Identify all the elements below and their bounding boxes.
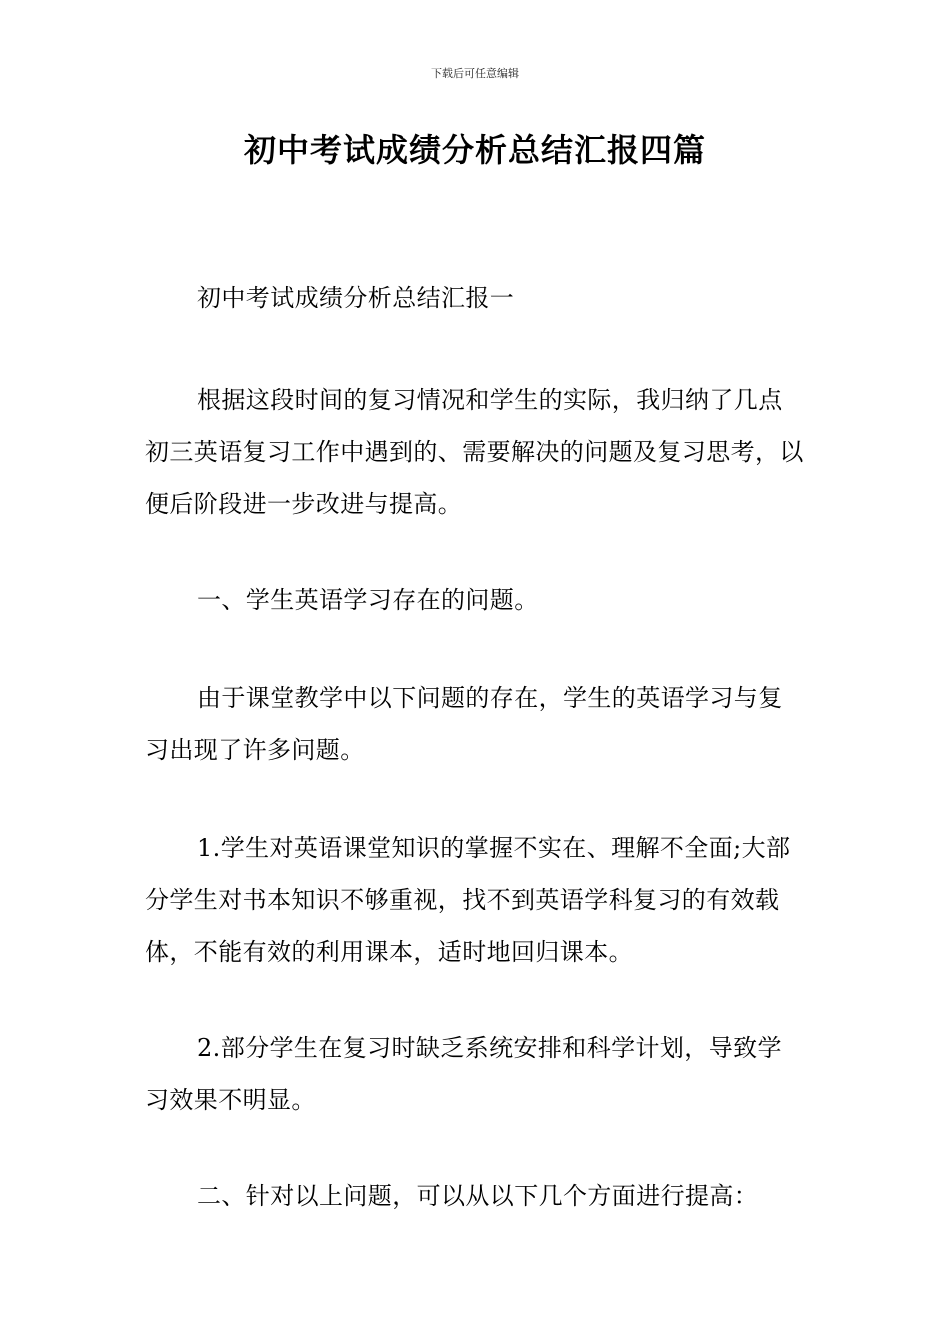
paragraph-causes: 由于课堂教学中以下问题的存在，学生的英语学习与复习出现了许多问题。 — [145, 684, 783, 764]
paragraph-item-2: 2.部分学生在复习时缺乏系统安排和科学计划，导致学习效果不明显。 — [145, 1034, 782, 1114]
header-note: 下载后可任意编辑 — [431, 67, 519, 80]
heading-problems: 一、学生英语学习存在的问题。 — [197, 586, 539, 614]
paragraph-item-1: 1.学生对英语课堂知识的掌握不实在、理解不全面;大部分学生对书本知识不够重视，找不到英语学科复习的有效载体，不能有效的利用课本，适时地回归课本。 — [145, 834, 791, 966]
heading-improvements: 二、针对以上问题，可以从以下几个方面进行提高： — [197, 1182, 759, 1210]
paragraph-intro: 根据这段时间的复习情况和学生的实际，我归纳了几点初三英语复习工作中遇到的、需要解决的问题及复习思考，以便后阶段进一步改进与提高。 — [145, 386, 804, 518]
section-heading: 初中考试成绩分析总结汇报一 — [197, 284, 515, 312]
document-title: 初中考试成绩分析总结汇报四篇 — [243, 131, 706, 169]
